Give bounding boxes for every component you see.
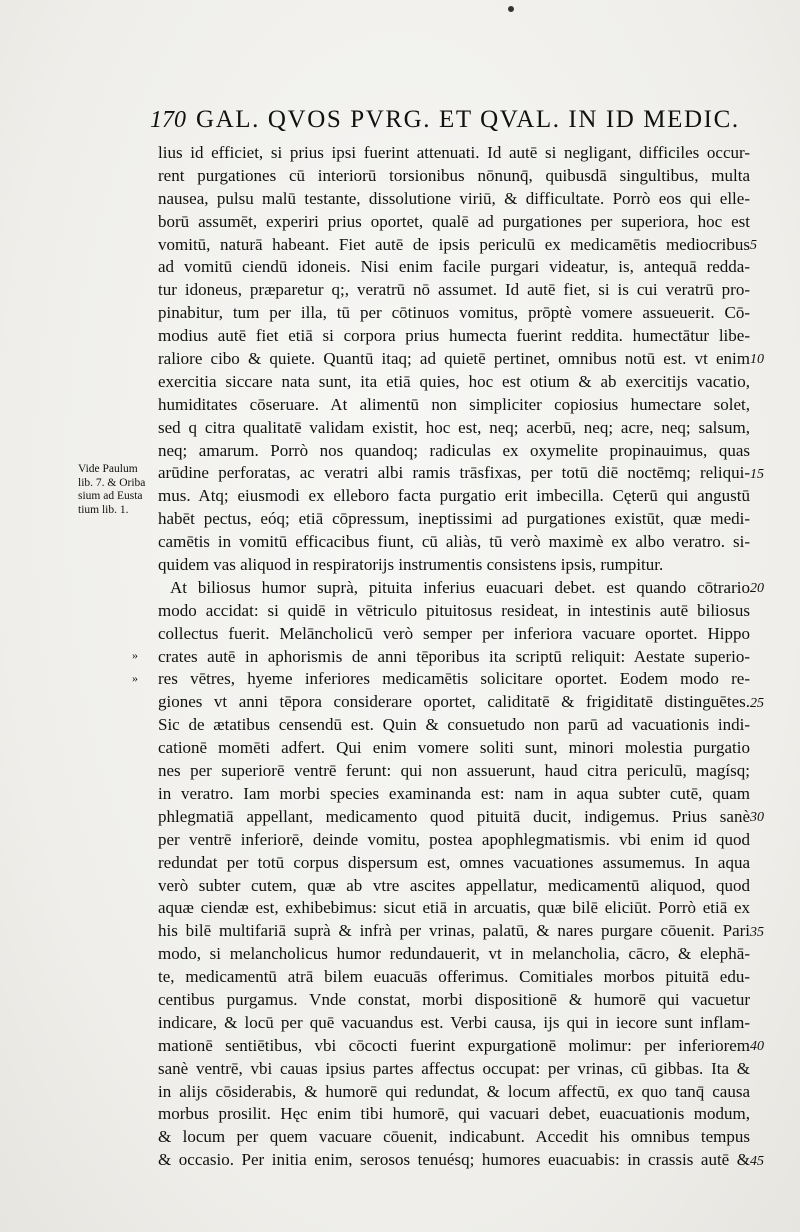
text-line: quidem vas aliquod in respiratorijs instrumentis consistens ipsis, rumpitur. — [158, 555, 664, 575]
text-line: arūdine perforatas, ac veratri albi ramis trāsfixas, per totū diē noctēmq; reliqui- — [158, 463, 750, 483]
text-line: borū assumēt, experiri prius oportet, qualē ad purgationes per superiora, hoc est — [158, 211, 750, 231]
text-line: tur idoneus, præparetur q;, veratrū nō assumet. Id autē fiet, si is cui veratrū pro- — [158, 280, 750, 300]
margin-note-line: sium ad Eusta — [78, 490, 143, 502]
text-line: his bilē multifariā suprà & infrà per vrinas, palatū, & nares purgare cōuenit. Pari — [158, 921, 750, 941]
line-number: 15 — [750, 467, 764, 482]
page-number: 170 — [150, 107, 186, 133]
margin-note-line: lib. 7. & Oriba — [78, 476, 146, 489]
margin-note-line: Vide Paulum — [78, 463, 138, 475]
text-line: cationē momēti adfert. Qui enim vomere soliti sunt, minori molestia purgatio — [158, 738, 750, 758]
text-line: sed q citra qualitatē validam existit, hoc est, neq; acerbū, neq; acre, neq; salsum, — [158, 417, 750, 437]
text-line: morbus prosilit. Hęc enim tibi humorē, qui vacuari debet, euacuationis modum, — [158, 1104, 750, 1124]
text-line: sanè ventrē, vbi cauas ipsius partes affectus occupat: per vrinas, cū gibbas. Ita & — [158, 1058, 750, 1078]
text-line: habēt pectus, eóq; etiā cōpressum, ineptissimi ad purgationes existūt, quæ medi- — [158, 509, 750, 529]
text-line: camētis in vomitū efficacibus fiunt, cū aliàs, tū verò maximè ex albo veratro. si- — [158, 532, 750, 552]
line-number: 10 — [750, 352, 764, 367]
quote-marker: » — [132, 648, 138, 662]
text-line: vomitū, naturā habeant. Fiet autē de ipsis periculū ex medicamētis mediocribus — [158, 234, 750, 254]
text-line: centibus purgamus. Vnde constat, morbi dispositionē & humorē qui vacuetur — [158, 989, 750, 1009]
text-line: neq; amarum. Porrò nos quandoq; radiculas ex oxymelite propinauimus, quas — [158, 440, 750, 460]
page-header — [150, 106, 760, 134]
text-line: exercitia siccare nata sunt, ita etiā quies, hoc est otium & ab exercitijs vacatio, — [158, 371, 750, 391]
line-number: 20 — [750, 581, 764, 596]
text-line: mus. Atq; eiusmodi ex elleboro facta purgatio erit imbecilla. Cęterū qui angustū — [158, 486, 750, 506]
text-line: nausea, pulsu malū testante, dissolutione viriū, & difficultate. Porrò eos qui elle- — [158, 188, 750, 208]
running-title: GAL. QVOS PVRG. ET QVAL. IN ID MEDIC. — [196, 106, 740, 133]
text-line: humiditates cōseruare. At alimentū non simpliciter copiosius humectare solet, — [158, 394, 750, 414]
text-line: in alijs cōsiderabis, & humorē qui redundat, & locum affectū, ex quo tanq̄ causa — [158, 1081, 750, 1101]
text-line: res vētres, hyeme inferiores medicamētis solicitare oportet. Eodem modo re- — [158, 669, 750, 689]
text-line: aquæ ciendæ est, exhibebimus: sicut etiā in arcuatis, quæ bilē eliciūt. Porrò etiā ex — [158, 898, 750, 918]
quote-marker: » — [132, 671, 138, 685]
text-line: modius autē fiet etiā si corpora prius humecta fuerint reddita. humectātur libe- — [158, 326, 750, 346]
text-line: verò subter cutem, quæ ab vtre ascites appellatur, medicamentū aliquod, quod — [158, 875, 750, 895]
line-number: 5 — [750, 238, 757, 253]
margin-note — [78, 463, 158, 517]
text-line: phlegmatiā appellant, medicamento quod pituitā ducit, indigemus. Prius sanè — [158, 806, 750, 826]
body-text — [158, 142, 750, 1172]
line-number: 40 — [750, 1039, 764, 1054]
ink-dot — [508, 6, 514, 12]
text-line: nes per superiorē ventrē ferunt: qui non assuerunt, haud citra periculū, magísq; — [158, 761, 750, 781]
text-line: At biliosus humor suprà, pituita inferius euacuari debet. est quando cōtrario — [170, 577, 750, 597]
text-line: giones vt anni tēpora considerare oportet, caliditatē & frigiditatē distinguētes. — [158, 692, 750, 712]
text-line: & locum per quem vacuare cōuenit, indicabunt. Accedit his omnibus tempus — [158, 1127, 750, 1147]
text-line: raliore cibo & quiete. Quantū itaq; ad quietē pertinet, omnibus notū est. vt enim — [158, 349, 750, 369]
text-line: pinabitur, tum per illa, tū per cōtinuos vomitus, prōptè vomere assueuerit. Cō- — [158, 303, 750, 323]
text-line: indicare, & locū per quē vacuandus est. Verbi causa, ijs qui in iecore sunt inflam- — [158, 1012, 750, 1032]
margin-note-line: tium lib. 1. — [78, 503, 129, 516]
text-line: Sic de ætatibus censendū est. Quin & consuetudo non parū ad vacuationis indi- — [158, 715, 750, 735]
text-line: redundat per totū corpus dispersum est, omnes vacuationes assumemus. In aqua — [158, 852, 750, 872]
line-number: 30 — [750, 810, 764, 825]
text-line: per ventrē inferiorē, deinde vomitu, postea apophlegmatismis. vbi enim id quod — [158, 829, 750, 849]
text-line: ad vomitū ciendū idoneis. Nisi enim facile purgari videatur, is, antequā redda- — [158, 257, 750, 277]
text-line: modo accidat: si quidē in vētriculo pituitosus resideat, in intestinis autē biliosus — [158, 600, 750, 620]
text-line: crates autē in aphorismis de anni tēporibus ita scriptū reliquit: Aestate superio- — [158, 646, 750, 666]
line-number: 25 — [750, 696, 764, 711]
text-line: collectus fuerit. Melāncholicū verò semper per inferiora vacuare oportet. Hippo — [158, 623, 750, 643]
text-line: in veratro. Iam morbi species examinanda est: nam in aqua subter cutē, quam — [158, 783, 750, 803]
text-line: rent purgationes cū interiorū torsionibus nōnunq̄, quibusdā singultibus, multa — [158, 165, 750, 185]
text-line: te, medicamentū atrā bilem euacuās offerimus. Comitiales morbos pituitā edu- — [158, 967, 750, 987]
text-line: mationē sentiētibus, vbi cōcocti fuerint expurgationē molimur: per inferiorem — [158, 1035, 750, 1055]
text-line: lius id efficiet, si prius ipsi fuerint attenuati. Id autē si negligant, difficiles occur- — [158, 143, 750, 162]
line-number: 45 — [750, 1154, 764, 1169]
line-number: 35 — [750, 925, 764, 940]
text-line: & occasio. Per initia enim, serosos tenuésq; humores euacuabis: in crassis autē & — [158, 1150, 750, 1170]
text-line: modo, si melancholicus humor redundauerit, vt in melancholia, cācro, & elephā- — [158, 944, 750, 964]
